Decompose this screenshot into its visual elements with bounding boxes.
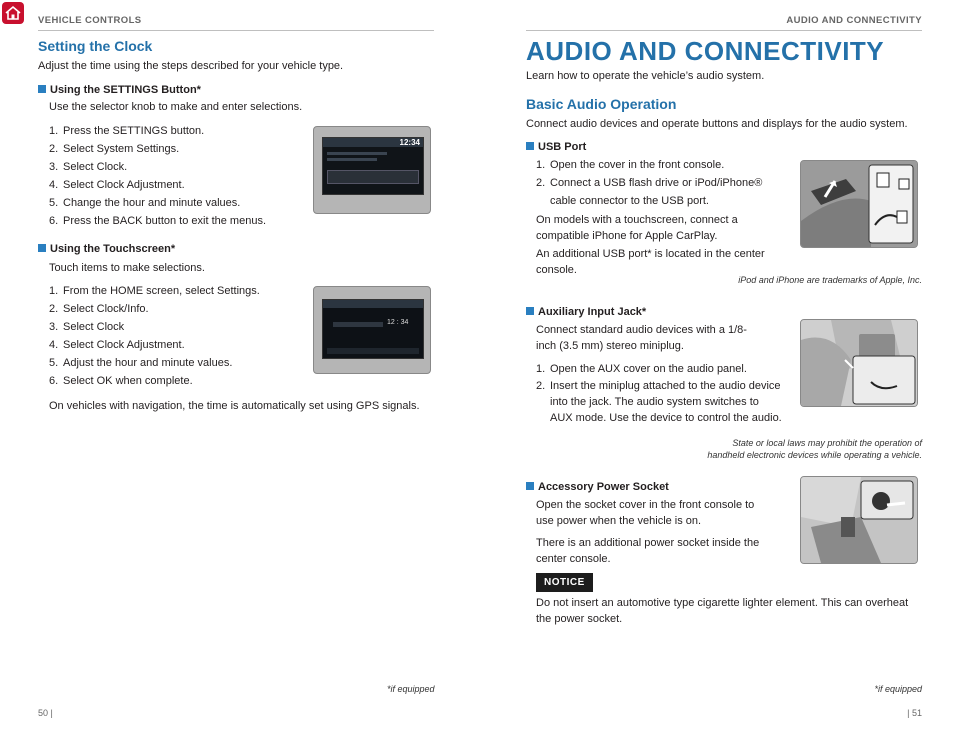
screen-menu-row [327,158,377,161]
bullet-square-icon [526,142,534,150]
setting-clock-title: Setting the Clock [38,38,153,54]
list-item: 5. Adjust the hour and minute values. [49,357,233,369]
touch-clock-text: 12 : 34 [387,319,409,326]
power-socket-image [800,476,918,564]
power-socket-heading-text: Accessory Power Socket [538,481,669,493]
list-item: 2. Select System Settings. [49,143,180,155]
right-running-header: AUDIO AND CONNECTIVITY [786,15,922,26]
notice-text: Do not insert an automotive type cigarette lighter element. This can overheat the power socket. [536,597,909,625]
list-item: 4. Select Clock Adjustment. [49,339,185,351]
usb-port-image [800,160,918,248]
basic-audio-title: Basic Audio Operation [526,96,677,112]
list-item: 3. Select Clock. [49,161,128,173]
audio-chapter-title: AUDIO AND CONNECTIVITY [526,36,885,66]
power-socket-para1: Open the socket cover in the front console to use power when the vehicle is on. [536,499,755,527]
bullet-square-icon [526,482,534,490]
handheld-law-note-2: handheld electronic devices while operating a vehicle. [707,450,922,460]
settings-button-heading-text: Using the SETTINGS Button* [50,84,201,96]
navigation-gps-note: On vehicles with navigation, the time is automatically set using GPS signals. [49,400,420,412]
left-header-rule [38,30,434,31]
aux-jack-heading-text: Auxiliary Input Jack* [538,306,647,318]
apple-trademark-note: iPod and iPhone are trademarks of Apple, Inc. [738,275,922,285]
aux-jack-heading [526,306,646,318]
list-item: 6. Select OK when complete. [49,375,193,387]
list-item: 4. Select Clock Adjustment. [49,179,185,191]
list-item: 6. Press the BACK button to exit the menus. [49,215,266,227]
list-item: 5. Change the hour and minute values. [49,197,241,209]
touchscreen-desc: Touch items to make selections. [49,262,205,274]
power-socket-illustration [801,477,917,563]
screen-highlight-row [327,170,419,184]
settings-button-desc: Use the selector knob to make and enter selections. [49,101,303,113]
usb-carplay-note: On models with a touchscreen, connect a compatible iPhone for Apple CarPlay. [536,214,738,242]
clock-settings-screen-image [313,126,431,214]
bullet-square-icon [38,85,46,93]
notice-badge: NOTICE [536,573,593,592]
screen-button-row [327,348,419,354]
clock-touchscreen-image [313,286,431,374]
left-page-number: 50 | [38,708,53,718]
usb-steps-list [536,156,788,210]
left-running-header: VEHICLE CONTROLS [38,15,142,26]
settings-steps-list [49,122,309,230]
bullet-square-icon [38,244,46,252]
bullet-square-icon [526,307,534,315]
list-item: 1. Press the SETTINGS button. [49,125,205,137]
home-icon[interactable] [2,2,24,24]
usb-console-illustration [801,161,917,247]
usb-port-heading-text: USB Port [538,141,587,153]
right-header-rule [526,30,922,31]
list-item: 1. From the HOME screen, select Settings. [49,285,260,297]
screen-menu-row [327,152,387,155]
display-screen [322,137,424,195]
aux-jack-desc: Connect standard audio devices with a 1/8-inch (3.5 mm) stereo miniplug. [536,324,747,352]
handheld-law-note-1: State or local laws may prohibit the operation of [732,438,922,448]
setting-clock-intro: Adjust the time using the steps described for your vehicle type. [38,60,344,72]
aux-jack-image [800,319,918,407]
aux-panel-illustration [801,320,917,406]
aux-steps-list [536,360,782,426]
screen-field-row [333,322,383,327]
left-footnote: *if equipped [387,684,435,694]
right-footnote: *if equipped [874,684,922,694]
list-item: 1. Open the cover in the front console. [536,159,725,171]
list-item: 2. Insert the miniplug attached to the audio device into the jack. The audio system switches to AUX mode. Use the device to control the audio. [536,380,782,424]
home-glyph-icon [2,2,24,24]
settings-button-heading [38,84,201,96]
touchscreen-heading-text: Using the Touchscreen* [50,243,176,255]
touchscreen-heading [38,243,175,255]
list-item: 2. Select Clock/Info. [49,303,149,315]
usb-additional-port-note: An additional USB port* is located in the center console. [536,248,765,276]
list-item: 1. Open the AUX cover on the audio panel. [536,363,747,375]
screen-clock-text: 12:34 [399,138,420,147]
touch-display-screen [322,299,424,359]
right-page-number: | 51 [907,708,922,718]
list-item: 3. Select Clock [49,321,125,333]
touchscreen-steps-list [49,282,309,390]
list-item: 2. Connect a USB flash drive or iPod/iPhone® cable connector to the USB port. [536,177,763,207]
power-socket-para2: There is an additional power socket inside the center console. [536,537,760,565]
screen-title-bar [323,300,423,308]
power-socket-heading [526,481,669,493]
usb-port-heading [526,141,586,153]
audio-intro: Learn how to operate the vehicle’s audio system. [526,70,765,82]
basic-audio-intro: Connect audio devices and operate buttons and displays for the audio system. [526,118,908,130]
